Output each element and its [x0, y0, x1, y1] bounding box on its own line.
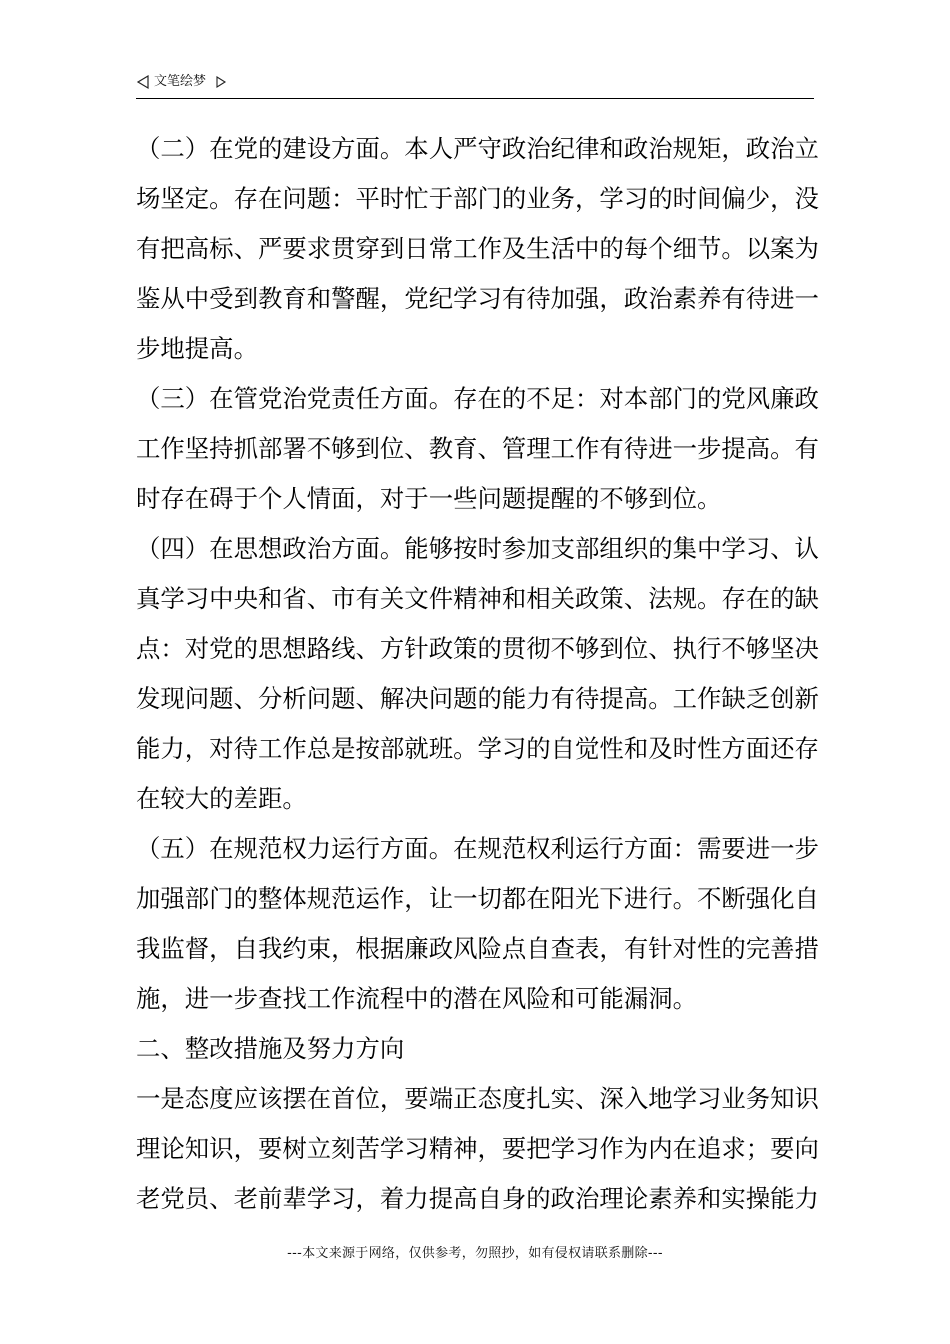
text-line: （三）在管党治党责任方面。存在的不足：对本部门的党风廉政 — [136, 384, 819, 413]
text-line: 点：对党的思想路线、方针政策的贯彻不够到位、执行不够坚决 — [136, 634, 819, 663]
text-line: 场坚定。存在问题：平时忙于部门的业务，学习的时间偏少，没 — [136, 184, 819, 213]
text-line: 一是态度应该摆在首位，要端正态度扎实、深入地学习业务知识 — [136, 1084, 819, 1113]
triangle-right-icon — [214, 74, 228, 90]
text-line: 发现问题、分析问题、解决问题的能力有待提高。工作缺乏创新 — [136, 684, 819, 713]
triangle-left-icon — [136, 74, 150, 90]
header-title: 文笔绘梦 — [154, 74, 207, 89]
text-line: （四）在思想政治方面。能够按时参加支部组织的集中学习、认 — [136, 534, 819, 563]
text-line: （二）在党的建设方面。本人严守政治纪律和政治规矩，政治立 — [136, 134, 819, 163]
text-line: 时存在碍于个人情面，对于一些问题提醒的不够到位。 — [136, 484, 722, 513]
text-line: 加强部门的整体规范运作，让一切都在阳光下进行。不断强化自 — [136, 884, 819, 913]
section-heading: 二、整改措施及努力方向 — [136, 1034, 405, 1063]
text-line: 理论知识，要树立刻苦学习精神，要把学习作为内在追求；要向 — [136, 1134, 819, 1163]
document-body — [136, 124, 819, 1224]
text-line: 真学习中央和省、市有关文件精神和相关政策、法规。存在的缺 — [136, 584, 819, 613]
text-line: 有把高标、严要求贯穿到日常工作及生活中的每个细节。以案为 — [136, 234, 819, 263]
text-line: 施，进一步查找工作流程中的潜在风险和可能漏洞。 — [136, 984, 697, 1013]
page-footer: ---本文来源于网络，仅供参考，勿照抄，如有侵权请联系删除--- — [287, 1246, 663, 1261]
header-content — [136, 74, 228, 90]
text-line: 在较大的差距。 — [136, 784, 307, 813]
text-line: 工作坚持抓部署不够到位、教育、管理工作有待进一步提高。有 — [136, 434, 819, 463]
text-line: 老党员、老前辈学习，着力提高自身的政治理论素养和实操能力 — [136, 1184, 819, 1213]
text-line: 我监督，自我约束，根据廉政风险点自查表，有针对性的完善措 — [136, 934, 819, 963]
text-line: 步地提高。 — [136, 334, 258, 363]
page-header — [136, 70, 814, 99]
text-line: 能力，对待工作总是按部就班。学习的自觉性和及时性方面还存 — [136, 734, 819, 763]
text-line: （五）在规范权力运行方面。在规范权利运行方面：需要进一步 — [136, 834, 819, 863]
text-line: 鉴从中受到教育和警醒，党纪学习有待加强，政治素养有待进一 — [136, 284, 819, 313]
